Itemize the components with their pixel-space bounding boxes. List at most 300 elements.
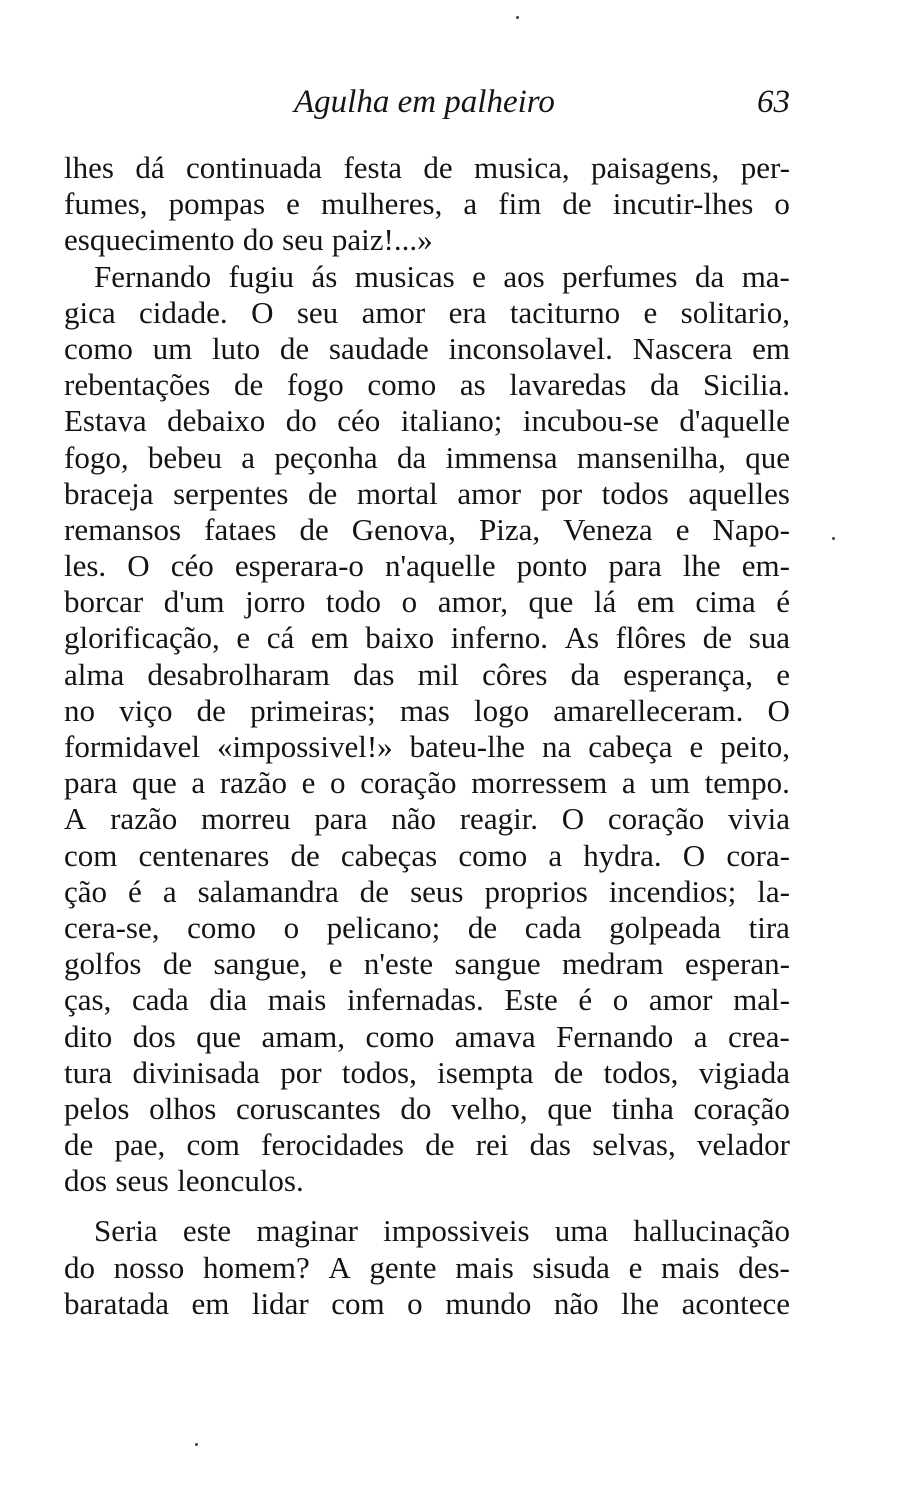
- word: é: [776, 584, 790, 620]
- word: As: [564, 620, 600, 656]
- word: de: [299, 511, 329, 547]
- word: acontece: [681, 1285, 790, 1321]
- word: esperan-: [684, 946, 790, 982]
- text-line: [64, 620, 790, 656]
- word: esperara-o: [234, 548, 364, 584]
- page-number: 63: [757, 84, 790, 120]
- word: lhe: [682, 548, 721, 584]
- word: Seria: [94, 1213, 158, 1249]
- text-line: [64, 295, 790, 331]
- word: serpentes: [173, 475, 289, 511]
- word: lavaredas: [509, 367, 627, 403]
- word: como: [187, 909, 256, 945]
- word: por: [540, 475, 583, 511]
- word: solitario,: [680, 294, 790, 330]
- word: em: [636, 584, 675, 620]
- word: todos,: [603, 1054, 679, 1090]
- word: por: [280, 1054, 322, 1090]
- word: morressem: [471, 765, 608, 801]
- word: musicas: [354, 258, 455, 294]
- word: ças,: [64, 982, 112, 1018]
- word: com: [64, 837, 118, 873]
- word: coração: [693, 1090, 790, 1126]
- word: em: [191, 1285, 230, 1321]
- word: tinha: [611, 1090, 674, 1126]
- word: do: [64, 1249, 95, 1285]
- word: mortal: [356, 475, 438, 511]
- word: reagir.: [459, 801, 539, 837]
- word: glorificação,: [64, 620, 220, 656]
- word: de: [196, 692, 226, 728]
- word: razão: [219, 765, 287, 801]
- word: e: [643, 294, 658, 330]
- ink-speck: [195, 1443, 198, 1446]
- word: o: [774, 186, 790, 222]
- word: amor,: [437, 584, 508, 620]
- word: de: [425, 1127, 455, 1163]
- word: mulheres,: [320, 186, 443, 222]
- text-line: [64, 403, 790, 439]
- word: a: [693, 1018, 708, 1054]
- word: impossiveis: [383, 1213, 530, 1249]
- word: Fernando: [556, 1018, 674, 1054]
- word: Piza,: [478, 511, 541, 547]
- word: aos: [503, 258, 545, 294]
- word: cada: [131, 982, 189, 1018]
- word: a: [463, 186, 478, 222]
- text-line: [64, 910, 790, 946]
- word: razão: [110, 801, 178, 837]
- word: ção: [64, 873, 108, 909]
- text-line: [64, 657, 790, 693]
- word: aquelles: [688, 475, 790, 511]
- word: o: [283, 909, 300, 945]
- paragraph: [64, 150, 790, 259]
- word: fogo,: [64, 439, 129, 475]
- word: as: [459, 367, 486, 403]
- word: desabrolharam: [147, 656, 330, 692]
- word: flôres: [615, 620, 687, 656]
- word: bebeu: [147, 439, 222, 475]
- word: mais: [661, 1249, 720, 1285]
- word: bateu-lhe: [409, 729, 525, 764]
- word: seus: [115, 1163, 169, 1199]
- word: Fernando: [94, 258, 212, 294]
- text-line: [64, 584, 790, 620]
- word: como: [367, 367, 437, 403]
- word: amor: [648, 982, 713, 1018]
- word: divinisada: [132, 1054, 260, 1090]
- word: não: [391, 801, 437, 837]
- word: d'aquelle: [679, 403, 790, 439]
- word: taciturno: [509, 294, 621, 330]
- word: a: [241, 439, 256, 475]
- word: incubou-se: [522, 403, 659, 439]
- word: n'aquelle: [385, 548, 496, 584]
- word: tempo.: [704, 765, 790, 801]
- word: esquecimento: [64, 222, 235, 258]
- word: e: [776, 656, 790, 692]
- word: saudade: [328, 330, 429, 366]
- running-title: Agulha em palheiro: [294, 84, 555, 120]
- word: cabeças: [340, 837, 438, 873]
- word: viço: [119, 692, 173, 728]
- word: ás: [311, 258, 338, 294]
- word: mundo: [445, 1285, 532, 1321]
- word: olhos: [149, 1090, 217, 1126]
- word: ponto: [516, 548, 588, 584]
- word: golfos: [64, 946, 142, 982]
- text-line: [64, 331, 790, 367]
- text-line: [64, 150, 790, 186]
- word: da: [397, 439, 427, 475]
- word: luto: [211, 330, 261, 366]
- word: maginar: [256, 1213, 358, 1249]
- word: amor: [361, 294, 426, 330]
- word: golpeada: [609, 909, 721, 945]
- word: perfumes: [562, 258, 678, 294]
- text-line: [64, 874, 790, 910]
- word: A: [328, 1249, 351, 1285]
- word: sangue: [454, 946, 541, 982]
- text-line: [64, 440, 790, 476]
- word: com: [186, 1127, 240, 1163]
- word: vigiada: [698, 1054, 790, 1090]
- word: mal-: [733, 982, 790, 1018]
- word: jorro: [245, 584, 306, 620]
- word: ma-: [741, 258, 790, 294]
- word: de: [308, 475, 338, 511]
- text-line: [64, 838, 790, 874]
- word: alma: [64, 656, 125, 692]
- word: gica: [64, 294, 116, 330]
- word: inconsolavel.: [448, 330, 613, 366]
- word: que: [196, 1018, 242, 1054]
- word: das: [529, 1127, 571, 1163]
- word: borcar: [64, 584, 144, 620]
- word: era: [448, 294, 487, 330]
- word: Napo-: [712, 511, 790, 547]
- word: não: [553, 1285, 599, 1321]
- text-line: [64, 476, 790, 512]
- word: isempta: [437, 1054, 534, 1090]
- word: e: [286, 186, 300, 222]
- word: paiz!...»: [331, 222, 433, 258]
- word: para: [314, 801, 368, 837]
- word: de: [290, 837, 320, 873]
- word: peçonha: [274, 439, 378, 475]
- word: lá: [593, 584, 617, 620]
- word: paisagens,: [591, 150, 720, 185]
- word: em: [310, 620, 349, 656]
- word: A: [64, 801, 87, 837]
- word: o: [407, 1285, 423, 1321]
- word: coruscantes: [236, 1090, 381, 1126]
- paragraph: [64, 1213, 790, 1322]
- word: da: [650, 367, 680, 403]
- text-line: [64, 259, 790, 295]
- word: todos,: [341, 1054, 417, 1090]
- word: cora-: [726, 837, 790, 873]
- text-line: [64, 1091, 790, 1127]
- word: de: [702, 620, 733, 656]
- word: vivia: [727, 801, 790, 837]
- word: cabeça: [588, 729, 673, 764]
- word: baixo: [365, 620, 435, 656]
- word: a: [162, 873, 177, 909]
- word: per-: [740, 150, 790, 185]
- word: inferno.: [450, 620, 548, 656]
- word: homem?: [202, 1249, 310, 1285]
- word: pompas: [168, 186, 266, 222]
- word: fogo: [286, 367, 344, 403]
- word: o: [401, 584, 418, 620]
- word: selvas,: [592, 1127, 676, 1163]
- word: peito,: [720, 729, 790, 764]
- word: fataes: [204, 511, 277, 547]
- word: esperança,: [623, 656, 754, 692]
- word: rei: [475, 1127, 509, 1163]
- text-line: [64, 548, 790, 584]
- word: incutir-lhes: [612, 186, 754, 222]
- text-line: [64, 1250, 790, 1286]
- word: é: [128, 873, 142, 909]
- word: um: [152, 330, 193, 366]
- text-line: [64, 946, 790, 982]
- word: ferocidades: [261, 1127, 404, 1163]
- text-line: [64, 1163, 790, 1199]
- text-line: [64, 1055, 790, 1091]
- word: de: [553, 1054, 584, 1090]
- word: em-: [741, 548, 790, 584]
- word: pae,: [114, 1127, 166, 1163]
- word: em: [752, 330, 790, 366]
- word: fumes,: [64, 186, 148, 222]
- word: do: [285, 403, 317, 439]
- word: céo: [170, 548, 214, 584]
- word: é: [578, 982, 593, 1018]
- word: amor: [457, 475, 522, 511]
- word: medram: [562, 946, 664, 982]
- word: tura: [64, 1054, 113, 1090]
- word: O: [561, 801, 585, 837]
- word: seu: [296, 294, 339, 330]
- word: todo: [325, 584, 382, 620]
- word: na: [541, 729, 572, 764]
- word: mansenilha,: [576, 439, 726, 475]
- word: O: [682, 837, 706, 873]
- word: fugiu: [228, 258, 294, 294]
- word: debaixo: [167, 403, 266, 439]
- word: hydra.: [583, 837, 662, 873]
- word: e: [236, 620, 251, 656]
- page-header: [64, 80, 790, 124]
- paragraph-spacer: [64, 1199, 790, 1213]
- word: lhe: [621, 1285, 660, 1321]
- word: les.: [64, 548, 107, 584]
- word: nosso: [113, 1249, 185, 1285]
- word: centenares: [138, 837, 270, 873]
- word: de: [162, 946, 193, 982]
- word: de: [233, 367, 264, 403]
- body-text: [64, 150, 790, 1322]
- ink-speck: [516, 16, 519, 19]
- word: cidade.: [139, 294, 228, 330]
- word: baratada: [64, 1285, 169, 1321]
- word: como: [64, 330, 133, 366]
- word: da: [570, 656, 600, 692]
- word: dá: [135, 150, 165, 185]
- word: côres: [482, 656, 548, 692]
- word: uma: [554, 1213, 609, 1249]
- word: crea-: [727, 1018, 790, 1054]
- word: infernadas.: [346, 982, 484, 1018]
- word: amam,: [261, 1018, 345, 1054]
- word: salamandra: [197, 873, 339, 909]
- word: Estava: [64, 403, 147, 439]
- word: o: [612, 982, 629, 1018]
- word: Nascera: [632, 330, 733, 366]
- ink-speck: [832, 537, 835, 540]
- text-line: [64, 693, 790, 729]
- word: que: [132, 765, 177, 801]
- word: amava: [454, 1018, 536, 1054]
- word: musica,: [474, 150, 570, 185]
- word: que: [528, 584, 574, 620]
- word: sangue,: [213, 946, 308, 982]
- word: n'este: [363, 946, 434, 982]
- word: des-: [738, 1249, 790, 1285]
- word: O: [767, 692, 790, 728]
- word: e: [675, 511, 690, 547]
- word: incendios;: [608, 873, 737, 909]
- word: gente: [369, 1249, 437, 1285]
- word: lidar: [251, 1285, 309, 1321]
- text-line: [64, 186, 790, 222]
- text-line: [64, 729, 790, 765]
- word: «impossivel!»: [217, 729, 393, 764]
- word: festa: [343, 150, 402, 185]
- word: para: [64, 765, 118, 801]
- word: proprios: [484, 873, 588, 909]
- word: immensa: [445, 439, 558, 475]
- word: de: [64, 1127, 94, 1163]
- word: dia: [209, 982, 248, 1018]
- word: Este: [504, 982, 558, 1018]
- text-line: [64, 982, 790, 1018]
- word: seus: [410, 873, 464, 909]
- word: rebentações: [64, 367, 211, 403]
- word: coração: [360, 765, 457, 801]
- word: de: [423, 150, 453, 185]
- word: pelos: [64, 1090, 130, 1126]
- word: coração: [607, 801, 705, 837]
- word: primeiras;: [250, 692, 376, 728]
- word: cima: [695, 584, 756, 620]
- word: do: [242, 222, 274, 258]
- word: dos: [64, 1163, 108, 1199]
- text-line: [64, 1127, 790, 1163]
- word: de: [467, 909, 498, 945]
- word: das: [353, 656, 395, 692]
- word: e: [328, 946, 343, 982]
- text-line: [64, 801, 790, 837]
- word: dito: [64, 1018, 113, 1054]
- word: seu: [282, 222, 324, 258]
- text-line: [64, 765, 790, 801]
- word: um: [650, 765, 690, 801]
- word: do: [400, 1090, 432, 1126]
- word: hallucinação: [633, 1213, 790, 1249]
- word: e: [628, 1249, 643, 1285]
- word: a: [191, 765, 206, 801]
- word: formidavel: [64, 729, 201, 764]
- word: italiano;: [400, 403, 503, 439]
- word: o: [330, 765, 346, 801]
- word: a: [548, 837, 563, 873]
- word: la-: [757, 873, 790, 909]
- word: velador: [696, 1127, 790, 1163]
- text-line: [64, 1286, 790, 1322]
- word: Veneza: [563, 511, 653, 547]
- word: velho,: [451, 1090, 528, 1126]
- word: cá: [266, 620, 295, 656]
- word: fim: [498, 186, 542, 222]
- word: morreu: [200, 801, 291, 837]
- word: tira: [748, 909, 790, 945]
- word: que: [547, 1090, 593, 1126]
- word: logo: [473, 692, 530, 728]
- word: Genova,: [351, 511, 456, 547]
- word: e: [472, 258, 486, 294]
- word: amarelleceram.: [553, 692, 744, 728]
- word: para: [608, 548, 662, 584]
- word: cada: [524, 909, 582, 945]
- word: todos: [601, 475, 669, 511]
- word: da: [694, 258, 725, 294]
- word: sua: [748, 620, 790, 656]
- word: braceja: [64, 475, 154, 511]
- word: continuada: [186, 150, 323, 185]
- word: como: [365, 1018, 435, 1054]
- word: de: [562, 186, 592, 222]
- word: como: [458, 837, 528, 873]
- word: e: [689, 729, 704, 764]
- word: mil: [417, 656, 459, 692]
- word: de: [359, 873, 390, 909]
- word: cera-se,: [64, 909, 160, 945]
- word: O: [251, 294, 274, 330]
- text-line: [64, 1213, 790, 1249]
- word: O: [127, 548, 150, 584]
- word: remansos: [64, 511, 182, 547]
- word: pelicano;: [326, 909, 441, 945]
- word: d'um: [163, 584, 225, 620]
- word: de: [279, 330, 310, 366]
- word: e: [301, 765, 316, 801]
- word: mais: [267, 982, 327, 1018]
- text-line: [64, 222, 790, 258]
- word: leonculos.: [177, 1163, 304, 1199]
- paragraph: [64, 259, 790, 1200]
- word: Sicilia.: [703, 367, 790, 403]
- word: mais: [455, 1249, 514, 1285]
- word: que: [745, 439, 790, 475]
- word: este: [182, 1213, 232, 1249]
- word: dos: [132, 1018, 176, 1054]
- word: com: [331, 1285, 385, 1321]
- text-line: [64, 1019, 790, 1055]
